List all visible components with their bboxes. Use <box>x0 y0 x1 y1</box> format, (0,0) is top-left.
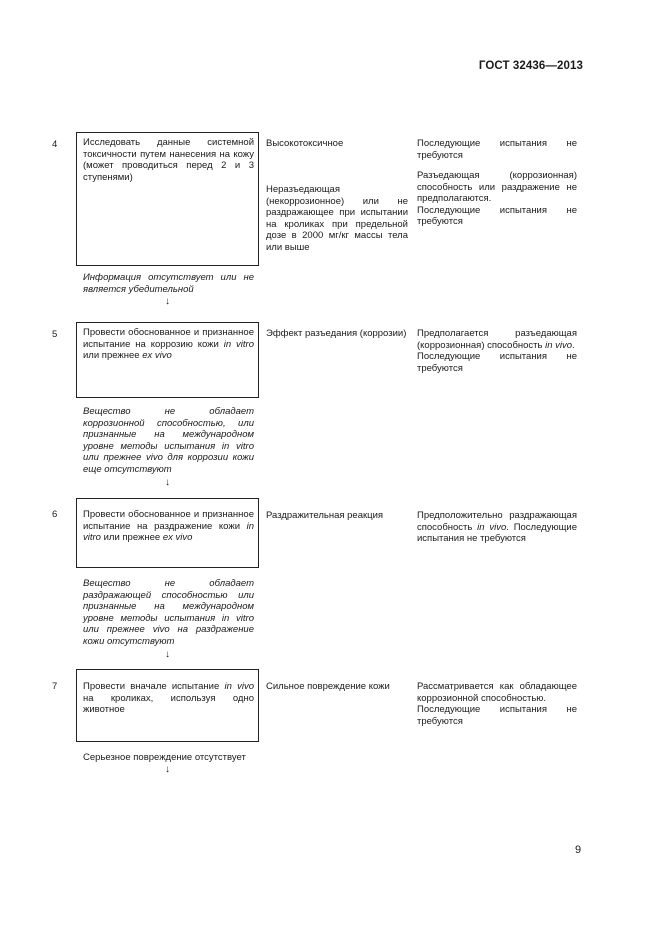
transition-note: Информация отсутствует или не является убедительной <box>83 272 254 295</box>
step-action-text: Провести обоснованное и признанное испытание на коррозию кожи <box>83 327 254 350</box>
conclusion-text-part: . Последующие испытания не требуются <box>417 521 577 544</box>
step-results <box>266 328 408 340</box>
conclusion-text: Рассматривается как обладающее коррозионной способностью. <box>417 681 577 704</box>
step-action-text: Исследовать данные системной токсичности путем нанесения на кожу (может проводиться перед 2 и 3 ступенями) <box>83 137 254 183</box>
step-results <box>266 681 408 693</box>
step-conclusions <box>417 681 577 727</box>
result-text: Сильное повреждение кожи <box>266 681 390 692</box>
step-number: 6 <box>52 509 58 520</box>
step-action-box <box>76 669 259 742</box>
step-action-term: in vivo <box>224 681 254 692</box>
result-text: Высокотоксичное <box>266 138 344 149</box>
step-action-text: Провести вначале испытание <box>83 681 220 692</box>
result-text: Неразъедающая (некоррозионное) или не раздражающее при испытании на кроликах при предельной дозе в 2000 мг/кг массы тела или выше <box>266 184 408 253</box>
transition-note: Вещество не обладает раздражающей способностью или признанные на международном уровне методы испытания in vitro или прежнее vivo на раздражение кожи отсутствуют <box>83 578 254 647</box>
conclusion-text: Последующие испытания не требуются <box>417 204 577 227</box>
transition-note: Серьезное повреждение отсутствует <box>83 752 246 763</box>
down-arrow-icon: ↓ <box>165 477 170 488</box>
down-arrow-icon: ↓ <box>165 296 170 307</box>
page-number: 9 <box>575 844 582 856</box>
step-conclusions <box>417 138 577 228</box>
conclusion-text: Предполагается разъедающая (коррозионная) способность in vivo. <box>417 328 577 351</box>
step-action-box <box>76 132 259 266</box>
step-number: 5 <box>52 329 58 340</box>
result-text: Эффект разъедания (коррозии) <box>266 328 407 339</box>
conclusion-term: in vivo <box>545 339 573 351</box>
conclusion-text <box>417 510 577 545</box>
conclusion-text-part: Предполагается разъедающая (коррозионная) способность <box>417 328 577 351</box>
transition-note: Вещество не обладает коррозионной способностью, или признанные на международном уровне методы испытания in vitro или прежнее vivo для коррозии кожи еще отсутствуют <box>83 406 254 475</box>
step-action-term: ex vivo <box>162 532 193 543</box>
step-action-term: ex vivo <box>142 350 172 361</box>
step-action-text: или прежнее <box>83 350 143 361</box>
down-arrow-icon: ↓ <box>165 649 170 660</box>
step-action-text: или прежнее <box>100 532 163 543</box>
step-action-text: на кроликах, используя одно животное <box>83 692 254 715</box>
step-number: 4 <box>52 139 58 150</box>
step-conclusions <box>417 510 577 545</box>
step-action-term: in vitro <box>83 520 254 543</box>
conclusion-text: Последующие испытания не требуются <box>417 704 577 727</box>
step-number: 7 <box>52 681 58 692</box>
step-action-box <box>76 322 259 398</box>
document-header: ГОСТ 32436—2013 <box>478 60 583 72</box>
conclusion-term: in vivo <box>477 521 507 533</box>
step-action-text: Провести обоснованное и признанное испытание на раздражение кожи <box>83 509 254 532</box>
conclusion-text: Разъедающая (коррозионная) способность или раздражение не предполагаются. <box>417 170 577 204</box>
step-action-term: in vitro <box>223 338 254 350</box>
result-text: Раздражительная реакция <box>266 510 384 521</box>
conclusion-text: Последующие испытания не требуются <box>417 138 577 161</box>
conclusion-text: Последующие испытания не требуются <box>417 351 577 374</box>
step-results <box>266 138 408 253</box>
step-action-box <box>76 498 259 568</box>
step-conclusions <box>417 328 577 374</box>
step-results <box>266 510 408 522</box>
down-arrow-icon: ↓ <box>165 764 170 775</box>
conclusion-text-part: Предположительно раздражающая способность <box>417 510 577 533</box>
